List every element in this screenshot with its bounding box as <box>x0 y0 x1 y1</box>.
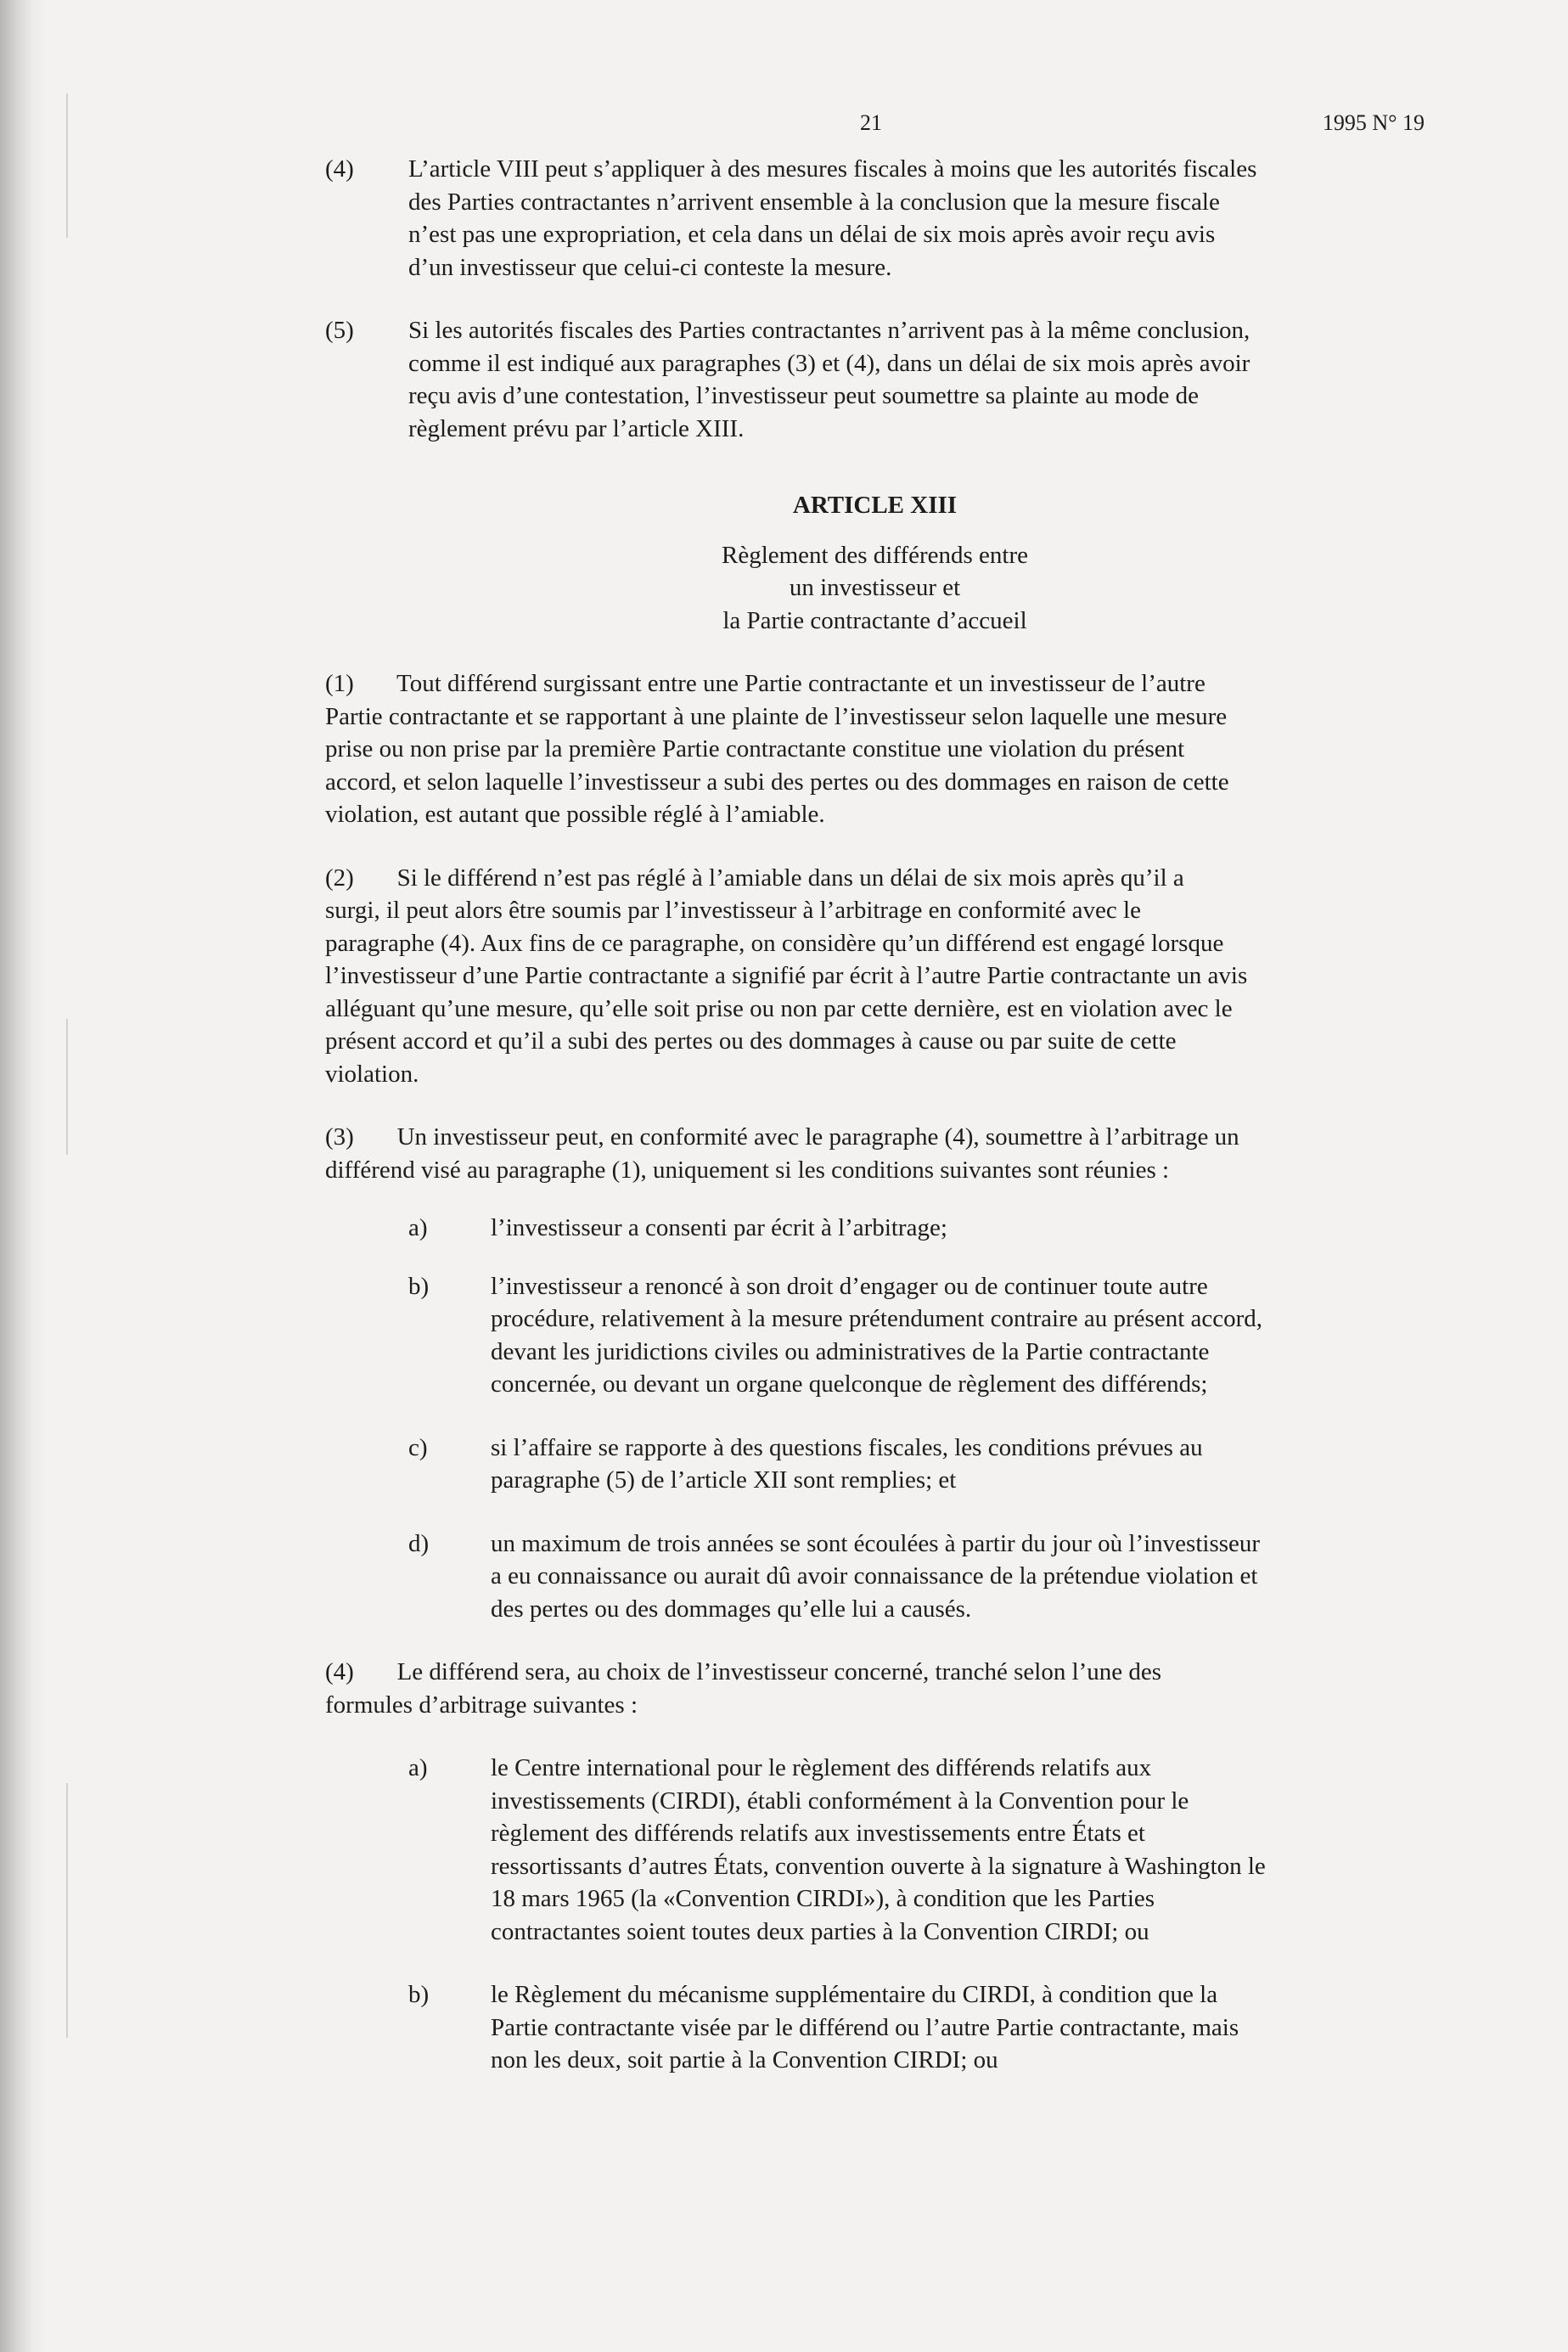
subtitle-line: un investisseur et <box>789 574 961 601</box>
text-line: paragraphe (4). Aux fins de ce paragraphe, on considère qu’un différend est engagé lorsque <box>325 929 1224 957</box>
list-item <box>325 1270 1425 1401</box>
issue-reference: 1995 N° 19 <box>1322 110 1425 135</box>
text-line: si l’affaire se rapporte à des questions fiscales, les conditions prévues au <box>491 1433 1203 1461</box>
text-line: règlement prévu par l’article XIII. <box>408 414 745 442</box>
page-number: 21 <box>860 110 882 135</box>
text-line: présent accord et qu’il a subi des pertes ou des dommages à cause ou par suite de cette <box>325 1027 1177 1055</box>
paragraph-xii-5 <box>325 314 1425 445</box>
document-page <box>325 93 1425 2077</box>
text-line: investissements (CIRDI), établi conformément à la Convention pour le <box>491 1787 1189 1815</box>
text-line: accord, et selon laquelle l’investisseur a subi des pertes ou des dommages en raison de cette <box>325 768 1229 796</box>
running-header <box>325 93 1425 135</box>
paragraph-xiii-2 <box>325 862 1425 1091</box>
text-line: violation. <box>325 1060 419 1088</box>
article-title: ARTICLE XIII <box>792 492 958 519</box>
list-item <box>325 1752 1425 1948</box>
text-line: ressortissants d’autres États, convention ouverte à la signature à Washington le <box>491 1852 1266 1880</box>
binding-mark <box>66 93 68 238</box>
item-label: b) <box>408 1981 430 2008</box>
paragraph-xii-4 <box>325 153 1425 284</box>
text-line: surgi, il peut alors être soumis par l’investisseur à l’arbitrage en conformité avec le <box>325 897 1141 924</box>
text-line: l’investisseur d’une Partie contractante a signifié par écrit à l’autre Partie contractante un avis <box>325 962 1248 989</box>
paragraph-xiii-3 <box>325 1121 1425 1186</box>
text-line: concernée, ou devant un organe quelconque de règlement des différends; <box>491 1370 1208 1398</box>
text-line: a eu connaissance ou aurait dû avoir connaissance de la prétendue violation et <box>491 1562 1258 1590</box>
text-line: un maximum de trois années se sont écoulées à partir du jour où l’investisseur <box>491 1529 1261 1557</box>
text-line: violation, est autant que possible réglé à l’amiable. <box>325 801 825 828</box>
text-line: règlement des différends relatifs aux investissements entre États et <box>491 1820 1145 1847</box>
text-line: (3) Un investisseur peut, en conformité avec le paragraphe (4), soumettre à l’arbitrage un <box>325 1123 1239 1151</box>
text-line: comme il est indiqué aux paragraphes (3) et (4), dans un délai de six mois après avoir <box>408 349 1250 377</box>
text-line: l’investisseur a consenti par écrit à l’arbitrage; <box>491 1214 947 1241</box>
text-line: l’investisseur a renoncé à son droit d’engager ou de continuer toute autre <box>491 1272 1208 1300</box>
text-line: L’article VIII peut s’appliquer à des mesures fiscales à moins que les autorités fiscales <box>408 155 1257 183</box>
binding-mark <box>66 1783 68 2038</box>
text-line: Partie contractante visée par le différend ou l’autre Partie contractante, mais <box>491 2013 1239 2041</box>
text-line: le Centre international pour le règlement des différends relatifs aux <box>491 1754 1152 1781</box>
item-label: b) <box>408 1272 430 1300</box>
text-line: formules d’arbitrage suivantes : <box>325 1691 638 1719</box>
text-line: procédure, relativement à la mesure prétendument contraire au présent accord, <box>491 1305 1263 1332</box>
text-line: des pertes ou des dommages qu’elle lui a causés. <box>491 1595 972 1623</box>
paragraph-number: (4) <box>325 155 354 183</box>
paragraph-number: (5) <box>325 317 354 344</box>
text-line: devant les juridictions civiles ou administratives de la Partie contractante <box>491 1337 1210 1365</box>
subtitle-line: Règlement des différends entre <box>721 541 1029 569</box>
paragraph-xiii-4 <box>325 1656 1425 1721</box>
text-line: (2) Si le différend n’est pas réglé à l’amiable dans un délai de six mois après qu’il a <box>325 864 1184 892</box>
item-label: a) <box>408 1754 428 1781</box>
text-line: le Règlement du mécanisme supplémentaire du CIRDI, à condition que la <box>491 1981 1218 2008</box>
text-line: n’est pas une expropriation, et cela dans un délai de six mois après avoir reçu avis <box>408 221 1216 248</box>
list-item <box>325 1432 1425 1497</box>
item-label: c) <box>408 1433 428 1461</box>
text-line: non les deux, soit partie à la Convention CIRDI; ou <box>491 2046 998 2073</box>
list-item <box>325 1212 1425 1245</box>
text-line: contractantes soient toutes deux parties à la Convention CIRDI; ou <box>491 1917 1149 1945</box>
text-line: d’un investisseur que celui-ci conteste la mesure. <box>408 253 892 281</box>
text-line: paragraphe (5) de l’article XII sont remplies; et <box>491 1466 957 1494</box>
text-line: reçu avis d’une contestation, l’investisseur peut soumettre sa plainte au mode de <box>408 382 1199 409</box>
binding-mark <box>66 1019 68 1155</box>
text-line: (4) Le différend sera, au choix de l’investisseur concerné, tranché selon l’une des <box>325 1658 1162 1685</box>
paragraph-xiii-1 <box>325 667 1425 831</box>
text-line: (1) Tout différend surgissant entre une Partie contractante et un investisseur de l’autre <box>325 670 1206 697</box>
text-line: Si les autorités fiscales des Parties contractantes n’arrivent pas à la même conclusion, <box>408 317 1250 344</box>
subtitle-line: la Partie contractante d’accueil <box>722 606 1027 634</box>
page-edge-shadow <box>0 0 47 2352</box>
text-line: différend visé au paragraphe (1), uniquement si les conditions suivantes sont réunies : <box>325 1156 1170 1184</box>
text-line: Partie contractante et se rapportant à une plainte de l’investisseur selon laquelle une mesure <box>325 702 1228 730</box>
text-line: des Parties contractantes n’arrivent ensemble à la conclusion que la mesure fiscale <box>408 188 1220 216</box>
list-item <box>325 1978 1425 2077</box>
item-label: a) <box>408 1214 428 1241</box>
article-subtitle <box>325 539 1425 638</box>
text-line: alléguant qu’une mesure, qu’elle soit prise ou non par cette dernière, est en violation avec le <box>325 994 1233 1022</box>
text-line: 18 mars 1965 (la «Convention CIRDI»), à condition que les Parties <box>491 1885 1155 1912</box>
list-item <box>325 1528 1425 1626</box>
item-label: d) <box>408 1529 430 1557</box>
text-line: prise ou non prise par la première Partie contractante constitue une violation du présent <box>325 735 1185 762</box>
